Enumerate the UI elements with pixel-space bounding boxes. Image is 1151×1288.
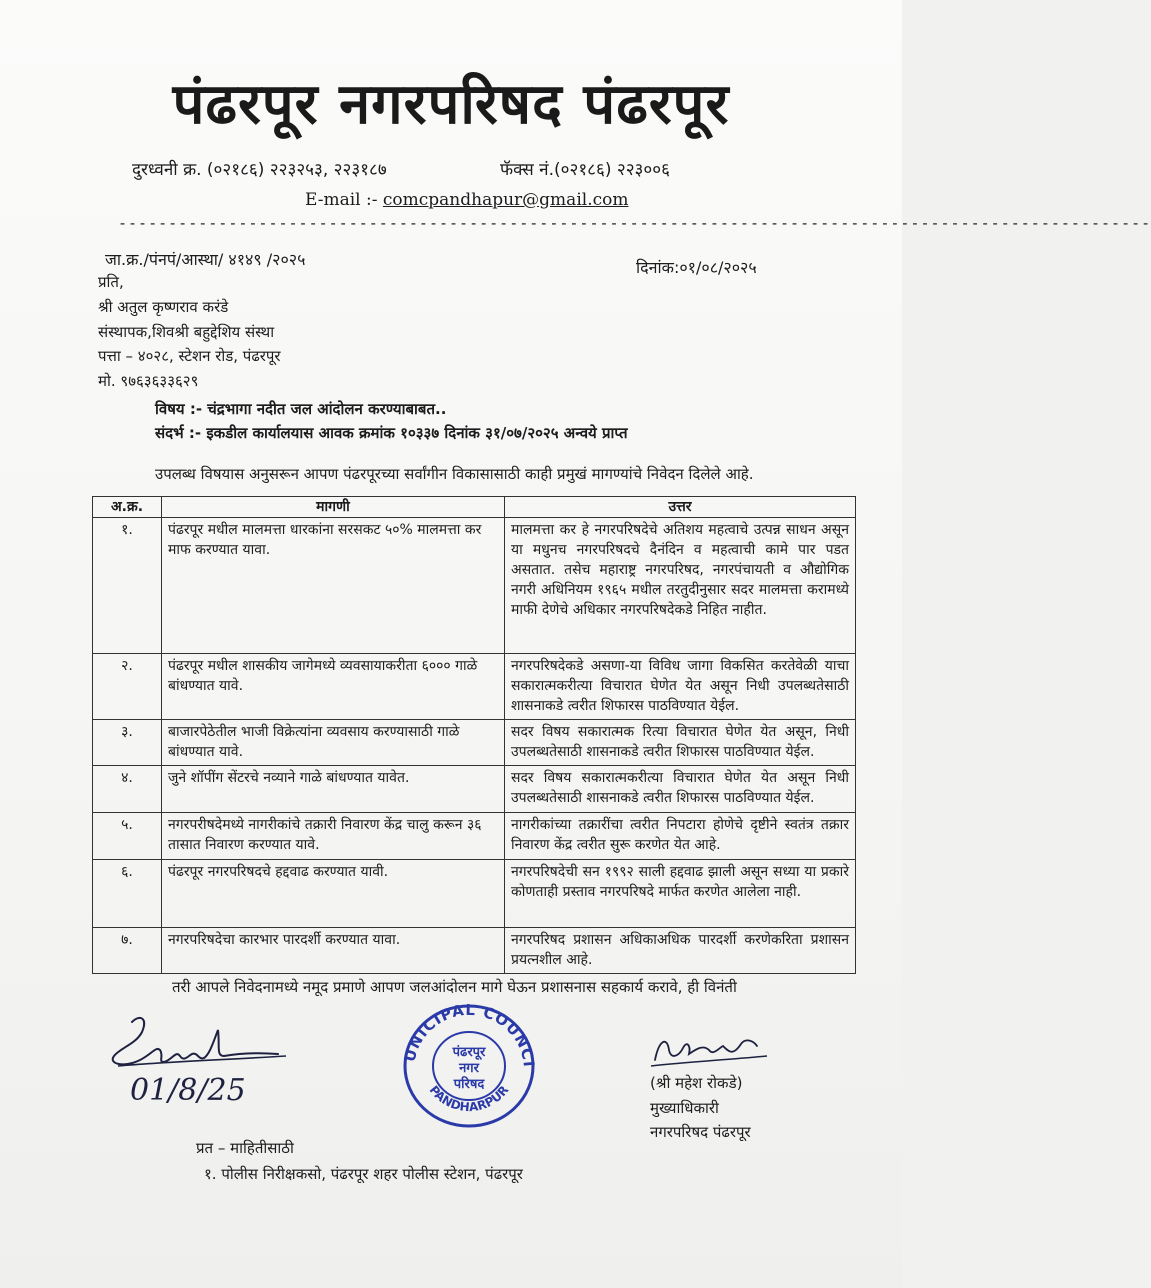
officer-designation: मुख्याधिकारी [650,1099,719,1117]
demands-table [92,496,856,974]
header-divider: ------------------------------------------------------------------------------------------------------- [118,214,1151,232]
table-row [93,766,856,813]
letterhead-title: पंढरपूर नगरपरिषद पंढरपूर [172,72,730,137]
municipal-seal [400,1000,538,1134]
table-row [93,928,856,974]
table-row [93,518,856,654]
seal-outer-top: UNICIPAL COUNCI [400,1000,538,1069]
seal-inner-2: नगर [459,1061,479,1076]
row-serial: ६. [93,860,162,928]
officer-signature [645,1030,775,1079]
to-label: प्रति, [98,273,124,291]
row-serial: ५. [93,813,162,860]
table-row [93,654,856,720]
row-reply: सदर विषय सकारात्मकरीत्या विचारात घेणेत येत असून निधी उपलब्धतेसाठी शासनाकडे त्वरीत शिफारस पाठविण्यात येईल. [505,766,856,813]
table-row [93,813,856,860]
copy-item: १. पोलीस निरीक्षकसो, पंढरपूर शहर पोलीस स्टेशन, पंढरपूर [204,1165,523,1183]
row-reply: सदर विषय सकारात्मक रित्या विचारात घेणेत येत असून, निधी उपलब्धतेसाठी शासनाकडे त्वरीत शिफारस पाठविण्यात येईल. [505,720,856,766]
reference-line: संदर्भ :- इकडील कार्यालयास आवक क्रमांक १०३३७ दिनांक ३१/०७/२०२५ अन्वये प्राप्त [155,424,628,442]
row-serial: ३. [93,720,162,766]
row-serial: १. [93,518,162,654]
addressee-org: संस्थापक,शिवश्री बहुद्देशिय संस्था [98,323,275,341]
row-serial: ७. [93,928,162,974]
subject-line: विषय :- चंद्रभागा नदीत जल आंदोलन करण्याबाबत.. [155,400,447,418]
email-label: E-mail :- [305,190,378,210]
officer-name: (श्री महेश रोकडे) [650,1074,743,1092]
email-link[interactable]: comcpandhapur@gmail.com [382,190,629,210]
header-reply: उत्तर [505,497,856,518]
signature-date: 01/8/25 [130,1073,246,1108]
addressee-address: पत्ता – ४०२८, स्टेशन रोड, पंढरपूर [98,347,281,365]
row-reply: नगरपरिषद प्रशासन अधिकाअधिक पारदर्शी करणेकरिता प्रशासन प्रयत्नशील आहे. [505,928,856,974]
copy-label: प्रत – माहितीसाठी [196,1139,294,1157]
closing-request: तरी आपले निवेदनामध्ये नमूद प्रमाणे आपण जलआंदोलन मागे घेऊन प्रशासनास सहकार्य करावे, ही विनंती [172,978,737,996]
row-serial: ४. [93,766,162,813]
row-demand: पंढरपूर मधील शासकीय जागेमध्ये व्यवसायाकरीता ६००० गाळे बांधण्यात यावे. [162,654,505,720]
officer-office: नगरपरिषद पंढरपूर [650,1123,751,1141]
row-demand: नगरपरीषदेमध्ये नागरीकांचे तक्रारी निवारण केंद्र चालु करून ३६ तासात निवारण करण्यात यावे. [162,813,505,860]
addressee-name: श्री अतुल कृष्णराव करंडे [98,298,229,316]
row-demand: बाजारपेठेतील भाजी विक्रेत्यांना व्यवसाय करण्यासाठी गाळे बांधण्यात यावे. [162,720,505,766]
seal-outer-bottom: PANDHARPUR [426,1082,512,1115]
fax-number: फॅक्स नं.(०२१८६) २२३००६ [500,160,670,180]
intro-paragraph: उपलब्ध विषयास अनुसरून आपण पंढरपूरच्या सर्वांगीन विकासासाठी काही प्रमुखं मागण्यांचे निवेदन दिलेले आहे. [155,465,754,483]
table-header-row [93,497,856,518]
row-demand: जुने शॉपींग सेंटरचे नव्याने गाळे बांधण्यात यावेत. [162,766,505,813]
table-row [93,860,856,928]
reference-number: जा.क्र./पंनपं/आस्था/ ४१४९ /२०२५ [105,250,306,269]
row-reply: नागरीकांच्या तक्रारींचा त्वरीत निपटारा होणेचे दृष्टीने स्वतंत्र तक्रार निवारण केंद्र त्वरीत सुरू करणेत येत आहे. [505,813,856,860]
row-reply: नगरपरिषदेकडे असणा-या विविध जागा विकसित करतेवेळी याचा सकारात्मकरीत्या विचारात घेणेत येत असून निधी उपलब्धतेसाठी शासनाकडे त्वरीत शिफारस पाठविण्यात येईल. [505,654,856,720]
letter-date: दिनांक:०१/०८/२०२५ [636,258,757,277]
applicant-signature [100,1010,300,1114]
seal-inner-1: पंढरपूर [452,1045,486,1060]
row-serial: २. [93,654,162,720]
addressee-mobile: मो. ९७६३६३३६२९ [98,372,199,390]
row-demand: नगरपरिषदेचा कारभार पारदर्शी करण्यात यावा. [162,928,505,974]
seal-inner-3: परिषद [453,1077,485,1092]
row-demand: पंढरपूर मधील मालमत्ता धारकांना सरसकट ५०% मालमत्ता कर माफ करण्यात यावा. [162,518,505,654]
header-demand: मागणी [162,497,505,518]
row-reply: मालमत्ता कर हे नगरपरिषदेचे अतिशय महत्वाचे उत्पन्न साधन असून या मधुनच नगरपरिषदचे दैनंदिन व महत्वाची कामे पार पडत असतात. तसेच महाराष्ट्र नगरपरिषद, नगरपंचायती व औद्योगिक नगरी अधिनियम १९६५ मधील तरतुदीनुसार सदर मालमत्ता करामध्ये माफी देणेचे अधिकार नगरपरिषदेकडे निहित नाहीत. [505,518,856,654]
phone-numbers: दुरध्वनी क्र. (०२१८६) २२३२५३, २२३१८७ [132,160,387,180]
row-demand: पंढरपूर नगरपरिषदचे हद्दवाढ करण्यात यावी. [162,860,505,928]
header-serial: अ.क्र. [93,497,162,518]
row-reply: नगरपरिषदेची सन १९९२ साली हद्दवाढ झाली असून सध्या या प्रकारे कोणताही प्रस्ताव नगरपरिषदे मार्फत करणेत आलेला नाही. [505,860,856,928]
email-line [305,190,628,210]
table-row [93,720,856,766]
